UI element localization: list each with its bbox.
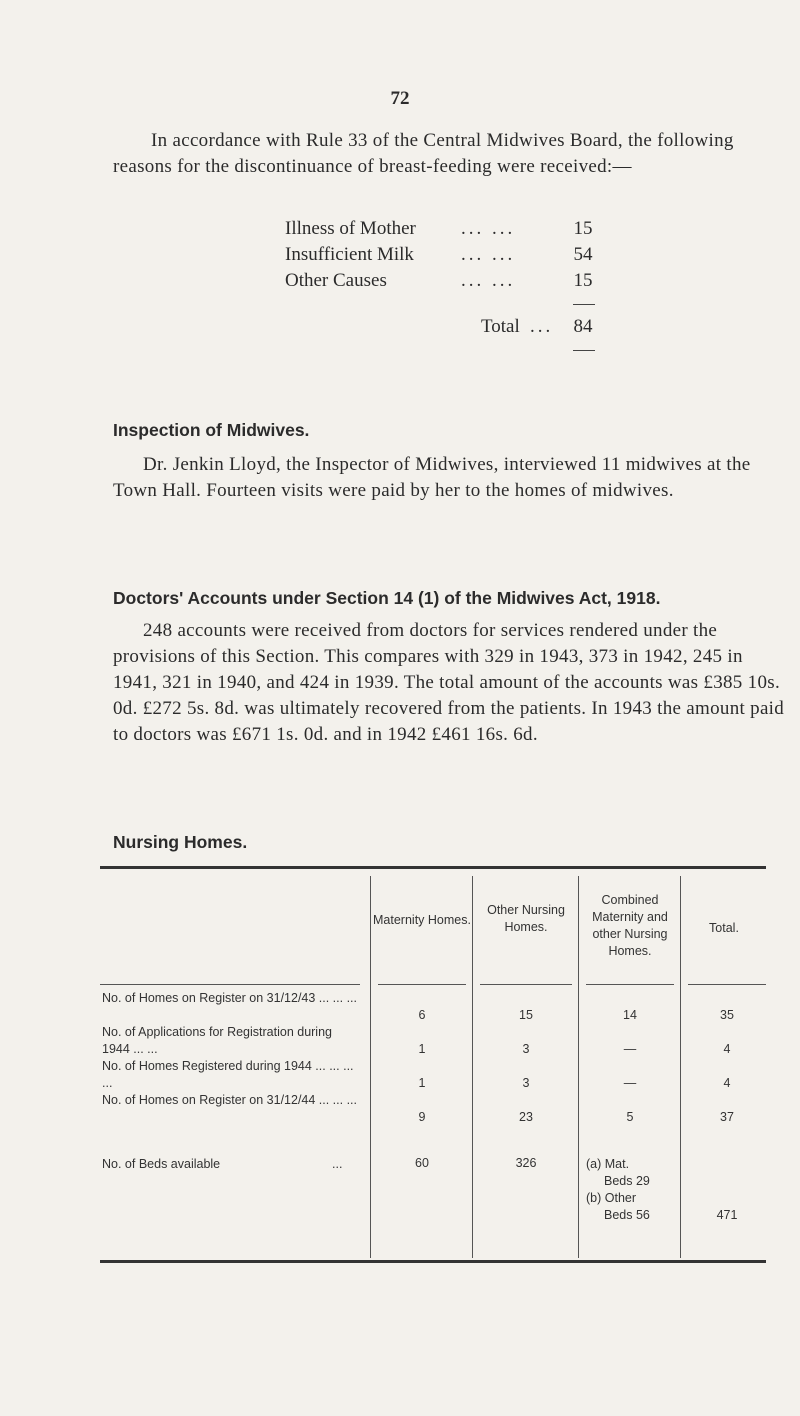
column-divider — [370, 876, 371, 1258]
breastfeeding-reasons-list — [285, 218, 645, 358]
reason-label: Other Causes — [285, 270, 387, 291]
column-divider — [680, 876, 681, 1258]
beds-combined-a: (a) Mat. — [586, 1157, 630, 1171]
leader-dots: ... — [332, 1157, 343, 1171]
column-divider — [472, 876, 473, 1258]
total-value: 84 — [573, 316, 593, 337]
total-label: Total — [481, 316, 520, 337]
row-label-registered-1944: No. of Homes Registered during 1944 ... ... ... ... — [102, 1059, 354, 1090]
column-header-total: Total. — [709, 921, 739, 935]
leader-dots: ... ... — [461, 218, 516, 239]
cell-value: 37 — [720, 1110, 734, 1124]
inspection-heading: Inspection of Midwives. — [113, 420, 310, 440]
reason-row — [285, 218, 645, 244]
reason-label: Insufficient Milk — [285, 244, 414, 265]
row-label-register-1943: No. of Homes on Register on 31/12/43 ... ... ... — [102, 991, 357, 1005]
row-label-applications-1944: No. of Applications for Registration during 1944 ... ... — [102, 1025, 332, 1056]
beds-combined-a-count: Beds 29 — [604, 1174, 650, 1188]
header-rule — [378, 984, 466, 985]
header-rule — [480, 984, 572, 985]
doctors-accounts-heading: Doctors' Accounts under Section 14 (1) of the Midwives Act, 1918. — [113, 588, 661, 608]
cell-value: — — [623, 1042, 637, 1056]
cell-value: 23 — [519, 1110, 533, 1124]
column-header-combined: Combined Maternity and other Nursing Homes. — [592, 893, 668, 958]
leader-dots: ... — [530, 316, 554, 337]
sum-rule — [285, 296, 645, 312]
column-header-maternity: Maternity Homes. — [373, 913, 471, 927]
nursing-homes-heading: Nursing Homes. — [113, 832, 248, 852]
cell-value: 3 — [522, 1042, 530, 1056]
cell-value: — — [623, 1076, 637, 1090]
intro-paragraph — [113, 128, 783, 180]
header-rule — [100, 984, 360, 985]
intro-text: In accordance with Rule 33 of the Central Midwives Board, the following reasons for the discontinuance of breast-feeding were received:— — [113, 130, 734, 177]
beds-other: 326 — [515, 1156, 537, 1170]
reason-value: 15 — [573, 270, 593, 291]
page-number: 72 — [390, 88, 410, 109]
table-bottom-rule — [100, 1260, 766, 1263]
header-rule — [586, 984, 674, 985]
reason-value: 15 — [573, 218, 593, 239]
beds-total: 471 — [716, 1208, 738, 1222]
cell-value: 1 — [418, 1042, 426, 1056]
cell-value: 5 — [626, 1110, 634, 1124]
doctors-accounts-text: 248 accounts were received from doctors for services rendered under the provisions of this Section. This compares with 329 in 1943, 373 in 1942, 245 in 1941, 321 in 1940, and 424 in 1939. The total amount of the accounts was £385 10s. 0d. £272 5s. 8d. was ultimately recovered from the patients. In 1943 the amount paid to doctors was £671 1s. 0d. and in 1942 £461 16s. 6d. — [113, 620, 785, 745]
cell-value: 6 — [418, 1008, 426, 1022]
cell-value: 1 — [418, 1076, 426, 1090]
column-divider — [578, 876, 579, 1258]
beds-combined-b-count: Beds 56 — [604, 1208, 650, 1222]
total-rule — [285, 342, 645, 358]
beds-maternity: 60 — [415, 1156, 429, 1170]
cell-value: 35 — [720, 1008, 734, 1022]
total-row — [285, 316, 645, 342]
cell-value: 4 — [723, 1042, 731, 1056]
cell-value: 15 — [519, 1008, 533, 1022]
reason-label: Illness of Mother — [285, 218, 416, 239]
row-label-beds — [102, 1156, 357, 1173]
sum-rule-line — [573, 304, 595, 305]
total-rule-line — [573, 350, 595, 351]
beds-label: No. of Beds available — [102, 1157, 221, 1171]
inspection-text: Dr. Jenkin Lloyd, the Inspector of Midwives, interviewed 11 midwives at the Town Hall. Fourteen visits were paid by her to the homes of midwives. — [113, 454, 751, 501]
header-rule — [688, 984, 766, 985]
reason-row — [285, 270, 645, 296]
cell-value: 4 — [723, 1076, 731, 1090]
beds-combined-b: (b) Other — [586, 1191, 637, 1205]
cell-value: 9 — [418, 1110, 426, 1124]
cell-value: 14 — [623, 1008, 637, 1022]
row-label-register-1944: No. of Homes on Register on 31/12/44 ... ... ... — [102, 1093, 357, 1107]
leader-dots: ... ... — [461, 244, 516, 265]
table-top-rule — [100, 866, 766, 869]
cell-value: 3 — [522, 1076, 530, 1090]
reason-row — [285, 244, 645, 270]
column-header-other: Other Nursing Homes. — [487, 903, 565, 934]
reason-value: 54 — [573, 244, 593, 265]
beds-combined — [586, 1156, 650, 1224]
leader-dots: ... ... — [461, 270, 516, 291]
